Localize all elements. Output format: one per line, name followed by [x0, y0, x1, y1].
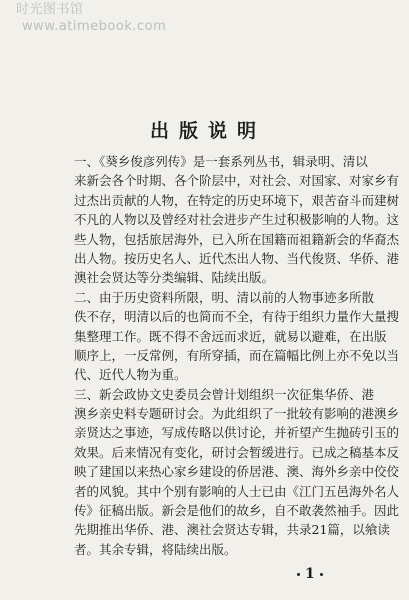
watermark-line-1: 时光图书馆 [16, 2, 84, 17]
text-line: 者。其余专辑，将陆续出版。 [74, 541, 237, 557]
text-line: 者的风貌。其中个别有影响的人士已由《江门五邑海外名人 [74, 483, 400, 499]
text-line: 些人物，包括旅居海外，已入所在国籍而祖籍新会的华裔杰 [74, 231, 400, 247]
page-title: 出版说明 [150, 120, 267, 142]
text-line: 代、近代人物为重。 [74, 367, 187, 383]
page-number-value: 1 [305, 566, 315, 582]
text-line: 映了建国以来热心家乡建设的侨居港、澳、海外乡亲中佼佼 [74, 464, 400, 480]
watermark [16, 2, 226, 35]
text-line: 澳社会贤达等分类编辑、陆续出版。 [74, 270, 275, 286]
paragraph-3 [74, 385, 400, 560]
text-line: 佚不存，明清以后的也简而不全，有待于组织力量作大量搜 [74, 309, 400, 325]
page-number [292, 566, 328, 582]
text-line: 效果。后来情况有变化，研讨会暂缓进行。已成之稿基本反 [74, 444, 400, 460]
text-line: 亲贤达之事迹，写成传略以供讨论，并祈望产生抛砖引玉的 [74, 425, 400, 441]
text-line: 二、由于历史资料所限，明、清以前的人物事迹多所散 [74, 289, 375, 305]
watermark-line-2: www.atimebook.com [22, 19, 167, 34]
text-line: 先期推出华侨、港、澳社会贤达专辑，共录21篇，以飨读 [74, 522, 390, 538]
text-line: 集整理工作。既不得不舍远而求近，就易以避难，在出版 [74, 328, 387, 344]
text-line: 传》征稿出版。新会是他们的故乡，自不敢袭然袖手。因此 [74, 503, 400, 519]
text-line: 不凡的人物以及曾经对社会进步产生过积极影响的人物。这 [74, 212, 400, 228]
text-line: 三、新会政协文史委员会曾计划组织一次征集华侨、港 [74, 386, 375, 402]
text-line: 一、《葵乡俊彦列传》是一套系列丛书，辑录明、清以 [74, 154, 368, 169]
text-line: 澳乡亲史料专题研讨会。为此组织了一批较有影响的港澳乡 [74, 406, 400, 422]
text-line: 来新会各个时期、各个阶层中，对社会、对国家、对家乡有 [74, 173, 400, 189]
paragraph-2 [74, 288, 400, 385]
text-line: 顺序上，一反常例，有所穿插，而在篇幅比例上亦不免以当 [74, 347, 400, 363]
text-line: 过杰出贡献的人物，在特定的历史环境下，艰苦奋斗而建树 [74, 192, 400, 208]
body-text [74, 152, 400, 559]
text-line: 出人物。按历史名人、近代杰出人物、当代俊贤、华侨、港 [74, 250, 400, 266]
paragraph-1 [74, 152, 400, 288]
page-number-dot-right [320, 573, 323, 576]
page-number-dot-left [297, 573, 300, 576]
